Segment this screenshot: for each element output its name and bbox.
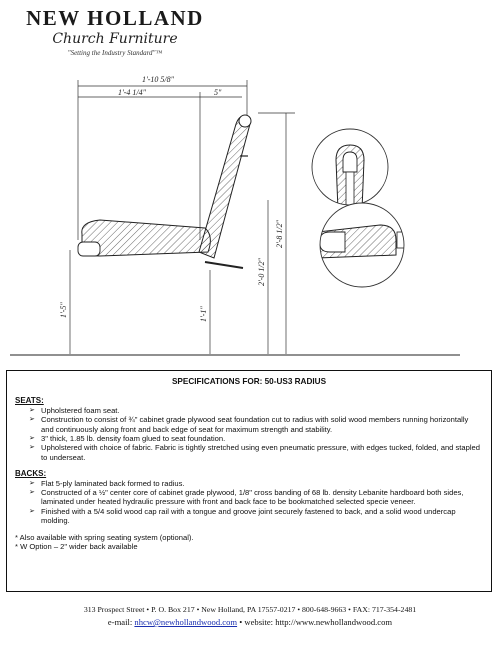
footer-contact xyxy=(0,616,500,628)
seat-section xyxy=(82,220,211,256)
bracket xyxy=(205,262,243,268)
seats-heading: SEATS: xyxy=(15,396,44,406)
back-spec-item: ➢ Flat 5-ply laminated back formed to radius. xyxy=(29,479,483,488)
back-section xyxy=(199,116,250,258)
dim-riser-height: 1'-1" xyxy=(199,306,208,322)
detail-seat-joint xyxy=(318,200,412,290)
back-spec-item: ➢ Finished with a 5/4 solid wood cap rail with a tongue and groove joint securely fastened to back, and a solid wood undercap molding. xyxy=(29,507,483,526)
back-cap-rail xyxy=(239,115,251,127)
note-w-option: * W Option – 2" wider back available xyxy=(15,542,138,552)
seats-list xyxy=(15,406,483,462)
website-label: • website: xyxy=(239,617,274,627)
dim-overall-width: 1'-10 5/8" xyxy=(142,75,174,84)
back-spec-item: ➢ Constructed of a ½" center core of cabinet grade plywood, 1/8" cross banding of 68 lb. density Lebanite hardboard both sides, laminated under heated hydraulic pressure with front and back face to be bookmatched selected specie veneer. xyxy=(29,488,483,507)
seat-spec-item: ➢ Upholstered foam seat. xyxy=(29,406,483,415)
logo-subtitle: Church Furniture xyxy=(52,31,178,47)
email-link[interactable]: nhcw@newhollandwood.com xyxy=(134,617,238,627)
dim-seat-height: 1'-5" xyxy=(59,302,68,318)
seat-spec-item: ➢ Upholstered with choice of fabric. Fabric is tightly stretched using even pneumatic pressure, with edges tucked, folded, and stapled to underseat. xyxy=(29,443,483,462)
dim-back-height-2: 2'-8 1/2" xyxy=(275,220,284,248)
detail-cap-rail xyxy=(312,129,392,212)
logo-brand: NEW HOLLAND xyxy=(26,6,204,30)
backs-list xyxy=(15,479,483,526)
dim-back-offset: 5" xyxy=(214,88,222,97)
dimension-lines xyxy=(70,80,295,354)
seat-spec-item: ➢ 3" thick, 1.85 lb. density foam glued to seat foundation. xyxy=(29,434,483,443)
footer xyxy=(0,604,500,628)
seat-spec-item: ➢ Construction to consist of ¾" cabinet grade plywood seat foundation cut to radius with solid wood members running horizontally and continuously along front and back edge of seat for maximum strength and stability. xyxy=(29,415,483,434)
website-link[interactable]: http://www.newhollandwood.com xyxy=(275,617,393,627)
note-spring-seating: * Also available with spring seating system (optional). xyxy=(15,532,194,542)
logo-tagline: "Setting the Industry Standard"™ xyxy=(67,49,163,57)
dim-back-height-1: 2'-0 1/2" xyxy=(257,258,266,286)
seat-nosing xyxy=(78,242,100,256)
backs-heading: BACKS: xyxy=(15,469,47,479)
footer-address: 313 Prospect Street • P. O. Box 217 • New Holland, PA 17557-0217 • 800-648-9663 • FAX: 717-354-2481 xyxy=(83,605,417,614)
spec-title: SPECIFICATIONS FOR: 50-US3 RADIUS xyxy=(171,377,327,386)
specifications-box xyxy=(6,370,492,592)
email-label: e-mail: xyxy=(107,617,133,627)
dim-seat-depth: 1'-4 1/4" xyxy=(118,88,146,97)
